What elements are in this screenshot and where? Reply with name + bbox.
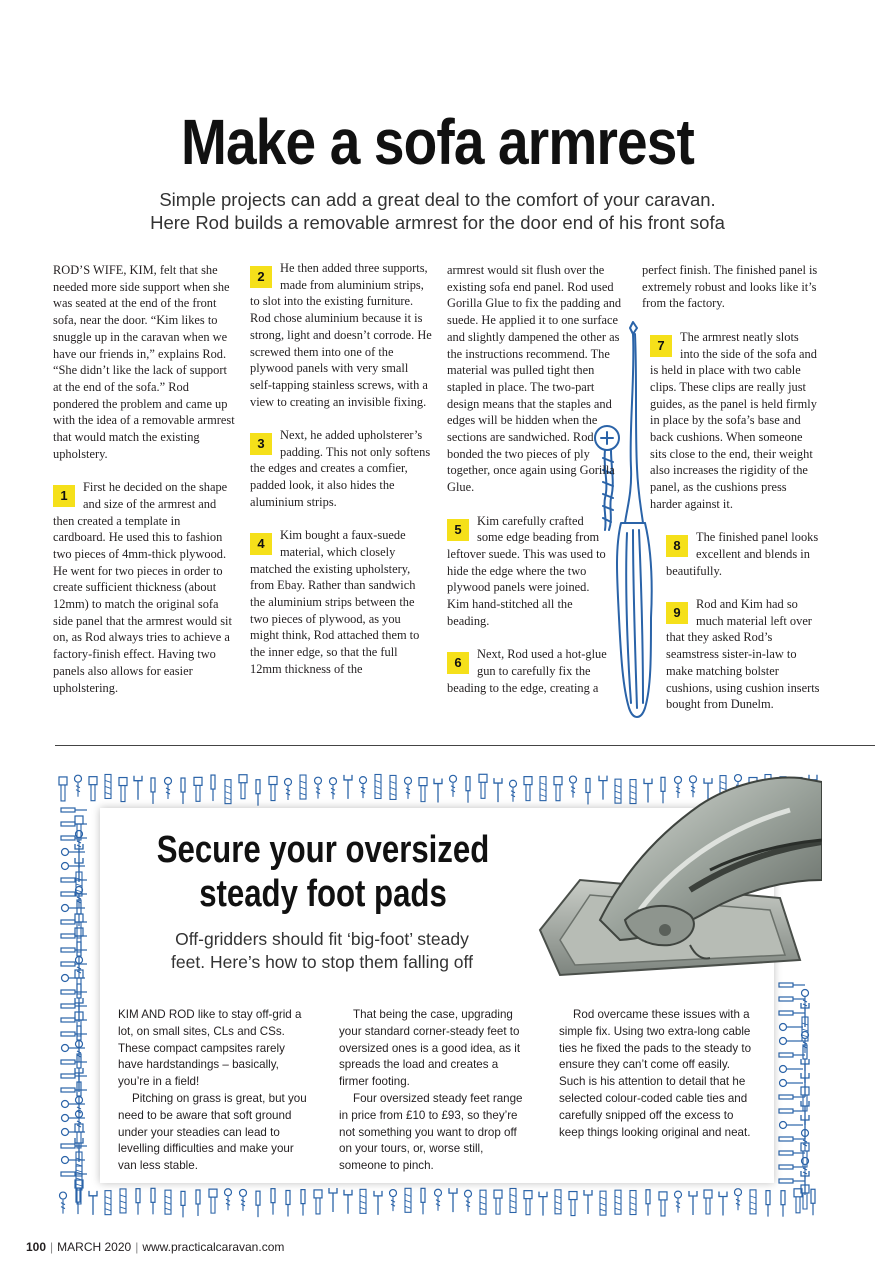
step-7	[642, 329, 820, 513]
tool-glyph	[465, 1190, 472, 1197]
tool-glyph	[62, 1115, 69, 1122]
tool-glyph	[780, 1038, 787, 1045]
step-text: Kim bought a faux-suede material, which closely matched the existing upholstery, from Ebay. Rather than sandwich the aluminium strips between the two pieces of plywood, as you might think, Rod attached them to the inner edge, so that the full 12mm thickness of the	[250, 528, 420, 676]
tool-glyph	[344, 1190, 352, 1214]
boxout-standfirst-line-2: feet. Here’s how to stop them falling off	[171, 952, 473, 972]
tool-glyph	[510, 1194, 516, 1208]
tool-glyph	[181, 778, 185, 792]
tool-glyph	[779, 1053, 793, 1057]
tool-glyph	[271, 1189, 275, 1203]
tool-glyph	[526, 1199, 530, 1215]
tool-glyph	[89, 1191, 97, 1215]
tool-glyph	[136, 1189, 140, 1203]
step-badge: 7	[650, 335, 672, 357]
tool-glyph	[390, 1190, 397, 1197]
step-badge: 2	[250, 266, 272, 288]
step-badge: 6	[447, 652, 469, 674]
tool-glyph	[134, 776, 142, 800]
tool-glyph	[151, 1188, 155, 1202]
tool-glyph	[61, 990, 75, 994]
tool-glyph	[225, 1189, 232, 1196]
tool-glyph	[241, 783, 245, 799]
tool-glyph	[539, 1192, 547, 1216]
tool-glyph	[120, 1195, 126, 1209]
tool-glyph	[391, 1197, 395, 1211]
tool-glyph	[496, 1198, 500, 1214]
tool-glyph	[803, 1193, 807, 1209]
boxout-column-1	[118, 1007, 310, 1175]
tool-glyph	[405, 1194, 411, 1208]
tool-glyph	[331, 785, 335, 799]
tool-glyph	[211, 775, 215, 789]
step-text: First he decided on the shape and size of the armrest and then created a template in cardboard. He used this to fashion two pieces of 4mm-thick plywood. He went for two pieces in order to create sufficient thickness (about 12mm) to match the original sofa side panel that the armrest would sit on, as Rod always tries to achieve a factory-finish effect. Having two panels also allows for easier upholstering.	[53, 480, 232, 695]
step-8	[642, 529, 820, 579]
website-link[interactable]: www.practicalcaravan.com	[142, 1240, 285, 1254]
page-number: 100	[26, 1240, 47, 1254]
boxout-standfirst-line-1: Off-gridders should fit ‘big-foot’ steady	[175, 929, 469, 949]
tool-glyph	[360, 777, 367, 784]
tool-glyph	[689, 1191, 697, 1215]
tool-glyph	[62, 863, 69, 870]
tool-glyph	[704, 1190, 712, 1198]
tool-glyph	[659, 1192, 667, 1200]
tool-glyph	[61, 892, 75, 896]
tool-glyph	[61, 878, 75, 882]
tool-glyph	[61, 1200, 65, 1214]
tool-glyph	[569, 1192, 577, 1200]
section-divider	[55, 745, 875, 746]
tool-glyph	[77, 1026, 81, 1040]
tool-glyph	[779, 1137, 793, 1141]
step-1	[53, 479, 235, 696]
step-2	[250, 260, 432, 410]
tool-glyph	[286, 1190, 290, 1204]
tool-glyph	[494, 1190, 502, 1198]
step-6	[447, 646, 625, 696]
tool-glyph	[802, 990, 809, 997]
tool-glyph	[209, 1189, 217, 1197]
tool-glyph	[780, 1080, 787, 1087]
tool-glyph	[405, 777, 412, 784]
page-title: Make a sofa armrest	[181, 106, 694, 178]
tool-glyph	[449, 1188, 457, 1212]
tool-glyph	[75, 816, 83, 824]
tool-glyph	[77, 1118, 81, 1132]
step-text-continued: armrest would sit flush over the existing sofa end panel. Rod used Gorilla Glue to fix the padding and suede. He applied it to one surface and slightly dampened the other as the instructions recommend. The material was pulled tight then stapled in place. The two-part design means that the staples and edges will be hidden when the sections are sandwiched. Rod bonded the two pieces of ply together, once again using Gorilla Glue.	[447, 263, 622, 495]
tool-glyph	[375, 780, 381, 794]
tool-glyph	[779, 1095, 793, 1099]
tool-glyph	[524, 1191, 532, 1199]
tool-glyph	[256, 1191, 260, 1205]
tool-glyph	[451, 783, 455, 797]
step-badge: 1	[53, 485, 75, 507]
boxout-title-line-2: steady foot pads	[199, 873, 447, 915]
tool-glyph	[62, 1045, 69, 1052]
tool-glyph	[61, 1004, 75, 1008]
tool-glyph	[62, 1129, 69, 1136]
tool-glyph	[780, 1122, 787, 1129]
tool-glyph	[466, 1198, 470, 1212]
tool-glyph	[779, 1109, 793, 1113]
boxout-title-line-1: Secure your oversized	[156, 829, 490, 871]
tool-glyph	[374, 1191, 382, 1215]
tool-glyph	[646, 1190, 650, 1204]
tool-glyph	[166, 785, 170, 799]
tool-glyph	[89, 777, 97, 785]
tool-glyph	[76, 783, 80, 797]
tool-glyph	[511, 788, 515, 802]
tool-glyph	[285, 779, 292, 786]
tool-glyph	[481, 782, 485, 798]
step-text: The finished panel looks excellent and blends in beautifully.	[666, 530, 819, 578]
tool-glyph	[61, 1074, 75, 1078]
tool-glyph	[239, 775, 247, 783]
tool-glyph	[77, 984, 81, 998]
tool-glyph	[77, 964, 81, 978]
tool-glyph	[706, 1198, 710, 1214]
tool-glyph	[436, 1197, 440, 1211]
tool-glyph	[750, 1196, 756, 1210]
tool-glyph	[314, 1190, 322, 1198]
tool-glyph	[796, 1197, 800, 1213]
tool-glyph	[719, 1192, 727, 1216]
step-text: Next, Rod used a hot-glue gun to carefully fix the beading to the edge, creating a	[447, 647, 607, 695]
tool-glyph	[61, 962, 75, 966]
tool-glyph	[62, 905, 69, 912]
step-text: Next, he added upholsterer’s padding. This not only softens the edges and creates a comfier, padded look, it also hides the aluminium strips.	[250, 428, 431, 509]
tool-glyph	[494, 778, 502, 802]
tool-glyph	[196, 1190, 200, 1204]
tool-glyph	[344, 775, 352, 799]
footer-separator: |	[50, 1240, 54, 1254]
article-column-3	[447, 262, 629, 696]
tool-glyph	[421, 786, 425, 802]
boxout-paragraph: That being the case, upgrading your standard corner-steady feet to oversized ones is a good idea, as it spreads the load and creates a firmer footing.	[339, 1008, 521, 1089]
step-text: Kim carefully crafted some edge beading from leftover suede. This was used to hide the edge where the two plywood panels were joined. Kim hand-stitched all the beading.	[447, 513, 606, 628]
tool-glyph	[779, 1165, 793, 1169]
tool-glyph	[630, 1197, 636, 1211]
tool-glyph	[510, 780, 517, 787]
step-badge: 3	[250, 433, 272, 455]
tool-glyph	[62, 1157, 69, 1164]
tool-glyph	[61, 1144, 75, 1148]
tool-glyph	[151, 778, 155, 792]
tool-glyph	[75, 775, 82, 782]
tool-glyph	[450, 775, 457, 782]
tool-glyph	[61, 785, 65, 801]
tool-glyph	[555, 1196, 561, 1210]
boxout-column-3	[559, 1007, 759, 1141]
tool-glyph	[286, 786, 290, 800]
boxout-paragraph: Four oversized steady feet range in price from £10 to £93, so they’re not something you want to drop off on your tours, or, worse still, someone to pinch.	[339, 1091, 523, 1173]
tool-glyph	[811, 1189, 815, 1203]
tool-glyph	[780, 1024, 787, 1031]
tool-glyph	[62, 849, 69, 856]
step-9	[642, 596, 820, 713]
step-badge: 9	[666, 602, 688, 624]
tool-glyph	[61, 934, 75, 938]
tool-glyph	[735, 1189, 742, 1196]
tool-glyph	[105, 1197, 111, 1211]
step-text: The armrest neatly slots into the side of the sofa and is held in place with two cable clips. These clips are really just guides, as the panel is held firmly in place by the sofa’s base and back cushions. When someone sits close to the end, their weight also increases the rigidity of the panel, as the cushions press harder against it.	[650, 329, 817, 511]
tool-glyph	[315, 777, 322, 784]
step-text: He then added three supports, made from aluminium strips, to slot into the existing furniture. Rod chose aluminium because it is strong, light and doesn’t corrode. He screwed them into one of the plywood panels with very small self-tapping stainless screws, with a view to creating an invisible fixing.	[250, 261, 432, 409]
tool-glyph	[60, 1192, 67, 1199]
tool-glyph	[121, 786, 125, 802]
tool-glyph	[269, 777, 277, 785]
tool-glyph	[615, 1196, 621, 1210]
tool-glyph	[766, 1191, 770, 1205]
tool-glyph	[62, 975, 69, 982]
tool-glyph	[779, 1011, 793, 1015]
steady-foot-photo	[530, 770, 822, 985]
tool-glyph	[226, 1196, 230, 1210]
tool-glyph	[316, 785, 320, 799]
footer-separator: |	[135, 1240, 139, 1254]
step-4	[250, 527, 432, 677]
article-column-1	[53, 262, 235, 696]
tool-glyph	[61, 1088, 75, 1092]
tool-glyph	[91, 785, 95, 801]
tool-glyph	[300, 781, 306, 795]
tool-glyph	[779, 1151, 793, 1155]
tool-glyph	[59, 777, 67, 785]
tool-glyph	[271, 785, 275, 801]
tool-glyph	[390, 781, 396, 795]
tool-glyph	[571, 1200, 575, 1216]
tool-glyph	[61, 836, 75, 840]
standfirst-line-2: Here Rod builds a removable armrest for the door end of his front sofa	[150, 212, 725, 233]
tool-glyph	[421, 1188, 425, 1202]
boxout-paragraph: Rod overcame these issues with a simple fix. Using two extra-long cable ties he fixed the pads to the steady to ensure they can’t come off easily. Such is his attention to detail that he selected colour-coded cable ties and carefully snipped off the excess to keep things looking original and neat.	[559, 1008, 752, 1139]
boxout-column-2	[339, 1007, 531, 1175]
tool-glyph	[61, 920, 75, 924]
step-badge: 5	[447, 519, 469, 541]
tool-glyph	[225, 786, 231, 800]
tool-glyph	[779, 1179, 793, 1183]
tool-glyph	[600, 1197, 606, 1211]
step-3	[250, 427, 432, 511]
step-6-continued	[642, 262, 820, 312]
tool-glyph	[779, 997, 793, 1001]
tool-glyph	[675, 1191, 682, 1198]
tool-glyph	[661, 1200, 665, 1216]
tool-glyph	[434, 779, 442, 803]
tool-glyph	[61, 1060, 75, 1064]
step-badge: 4	[250, 533, 272, 555]
tool-glyph	[75, 928, 83, 936]
tool-glyph	[196, 785, 200, 801]
tool-glyph	[316, 1198, 320, 1214]
tool-glyph	[301, 1190, 305, 1204]
tool-glyph	[256, 780, 260, 794]
tool-glyph	[419, 778, 427, 786]
tool-glyph	[435, 1189, 442, 1196]
tool-glyph	[77, 942, 81, 956]
tool-glyph	[736, 1196, 740, 1210]
tool-glyph	[119, 778, 127, 786]
tool-glyph	[480, 1196, 486, 1210]
standfirst	[0, 188, 875, 234]
tool-glyph	[194, 777, 202, 785]
step-4-continued	[447, 262, 627, 496]
boxout-paragraph: Pitching on grass is great, but you need to be aware that soft ground under your steadies can lead to levelling difficulties and make your van less stable.	[118, 1091, 307, 1173]
boxout-paragraph: KIM AND ROD like to stay off-grid a lot, on small sites, CLs and CSs. These compact campsites rarely have hardstandings – basically, you’re in a field!	[118, 1008, 302, 1089]
article-column-2	[250, 260, 432, 678]
tool-glyph	[329, 1188, 337, 1212]
tool-glyph	[240, 1189, 247, 1196]
step-text-continued: perfect finish. The finished panel is extremely robust and looks like it’s from the factory.	[642, 263, 818, 311]
tool-glyph	[62, 1101, 69, 1108]
tool-glyph	[61, 808, 75, 812]
tool-glyph	[781, 1191, 785, 1205]
step-badge: 8	[666, 535, 688, 557]
tool-glyph	[361, 784, 365, 798]
tool-glyph	[165, 777, 172, 784]
issue-date: MARCH 2020	[57, 1240, 132, 1254]
step-text: Rod and Kim had so much material left over that they asked Rod’s seamstress sister-in-law to make matching bolster cushions, using cushion inserts bought from Dunelm.	[666, 597, 820, 712]
tool-glyph	[780, 1066, 787, 1073]
tool-glyph	[61, 1018, 75, 1022]
tool-glyph	[211, 1197, 215, 1213]
tool-glyph	[105, 780, 111, 794]
tool-glyph	[330, 778, 337, 785]
tool-glyph	[165, 1196, 171, 1210]
tool-glyph	[584, 1190, 592, 1214]
tool-glyph	[61, 1172, 75, 1176]
tool-glyph	[406, 785, 410, 799]
page-footer	[26, 1240, 284, 1254]
step-5	[447, 513, 607, 630]
tool-glyph	[466, 777, 470, 791]
standfirst-line-1: Simple projects can add a great deal to the comfort of your caravan.	[159, 189, 716, 210]
tool-glyph	[181, 1191, 185, 1205]
boxout-standfirst	[112, 928, 532, 974]
tool-glyph	[241, 1197, 245, 1211]
tool-glyph	[360, 1195, 366, 1209]
tool-glyph	[61, 1032, 75, 1036]
tool-glyph	[676, 1199, 680, 1213]
boxout-title	[147, 828, 500, 916]
tool-glyph	[61, 822, 75, 826]
tool-glyph	[61, 948, 75, 952]
tool-glyph	[479, 774, 487, 782]
intro-paragraph: ROD’S WIFE, KIM, felt that she needed more side support when she was seated at the end of the front sofa, near the door. “Kim likes to snuggle up in the caravan when we have our friends in,” explains Rod. “She didn’t like the lack of support at the end of the sofa.” Rod pondered the problem and came up with the idea of a removable armrest that would match the existing upholstery.	[53, 263, 235, 461]
article-column-4	[642, 262, 820, 713]
